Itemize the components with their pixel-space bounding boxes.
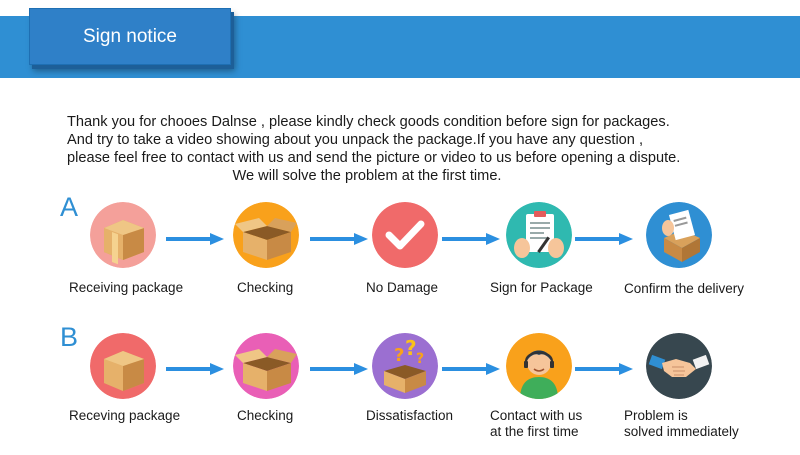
row-a-step-1 bbox=[90, 202, 160, 272]
row-b-step-5 bbox=[646, 333, 716, 403]
arrow-icon bbox=[166, 362, 224, 372]
clipboard-sign-icon bbox=[506, 202, 572, 268]
arrow-icon bbox=[166, 232, 224, 242]
row-b-step-4 bbox=[506, 333, 576, 403]
row-b-letter: B bbox=[60, 322, 79, 352]
sign-notice-title bbox=[29, 8, 231, 65]
row-a-step-2 bbox=[233, 202, 303, 272]
row-b-label-3: Dissatisfaction bbox=[366, 408, 454, 423]
row-b-label-2: Checking bbox=[237, 408, 294, 423]
package-icon bbox=[90, 333, 156, 399]
row-b-step-1 bbox=[90, 333, 160, 403]
question-box-icon bbox=[372, 333, 438, 399]
arrow-icon bbox=[310, 232, 368, 242]
row-b-label-5-line-1: Problem is bbox=[624, 408, 688, 423]
row-a-letter: A bbox=[60, 192, 79, 222]
open-box-icon bbox=[233, 333, 299, 399]
intro-text bbox=[67, 113, 747, 185]
arrow-icon bbox=[442, 362, 500, 372]
intro-line-1: Thank you for chooes Dalnse , please kindly check goods condition before sign for packages. bbox=[67, 114, 670, 130]
package-icon bbox=[90, 202, 156, 268]
checkmark-icon bbox=[372, 202, 438, 268]
row-b-label-5-line-2: solved immediately bbox=[624, 424, 739, 439]
handshake-icon bbox=[646, 333, 712, 399]
intro-line-2: And try to take a video showing about you unpack the package.If you have any question , bbox=[67, 132, 644, 148]
row-a-label-1: Receiving package bbox=[69, 280, 184, 295]
row-b-step-2 bbox=[233, 333, 303, 403]
arrow-icon bbox=[575, 232, 633, 242]
row-b-label-4-line-2: at the first time bbox=[490, 424, 579, 439]
delivery-confirm-icon bbox=[646, 202, 712, 268]
row-a-label-4: Sign for Package bbox=[490, 280, 593, 295]
row-b-label-4 bbox=[490, 408, 582, 440]
row-a-label-3: No Damage bbox=[366, 280, 439, 295]
row-a-step-4 bbox=[506, 202, 576, 272]
row-a-label-5: Confirm the delivery bbox=[624, 281, 745, 296]
row-b-step-3 bbox=[372, 333, 442, 403]
support-agent-icon bbox=[506, 333, 572, 399]
svg-text:?: ? bbox=[416, 351, 425, 367]
row-b-label-1: Receving package bbox=[69, 408, 181, 423]
page-title: Sign notice bbox=[82, 25, 177, 47]
open-box-icon bbox=[233, 202, 299, 268]
intro-line-3: please feel free to contact with us and send the picture or video to us before opening a dispute. bbox=[67, 150, 681, 166]
row-b-label-5 bbox=[624, 408, 739, 440]
row-a-label-2: Checking bbox=[237, 280, 294, 295]
arrow-icon bbox=[575, 362, 633, 372]
row-a-step-3 bbox=[372, 202, 442, 272]
arrow-icon bbox=[310, 362, 368, 372]
row-a-step-5 bbox=[646, 202, 716, 272]
svg-text:?: ? bbox=[394, 345, 405, 366]
row-b-label-4-line-1: Contact with us bbox=[490, 408, 583, 423]
svg-text:?: ? bbox=[405, 336, 417, 360]
arrow-icon bbox=[442, 232, 500, 242]
intro-line-4: We will solve the problem at the first time. bbox=[232, 168, 502, 184]
